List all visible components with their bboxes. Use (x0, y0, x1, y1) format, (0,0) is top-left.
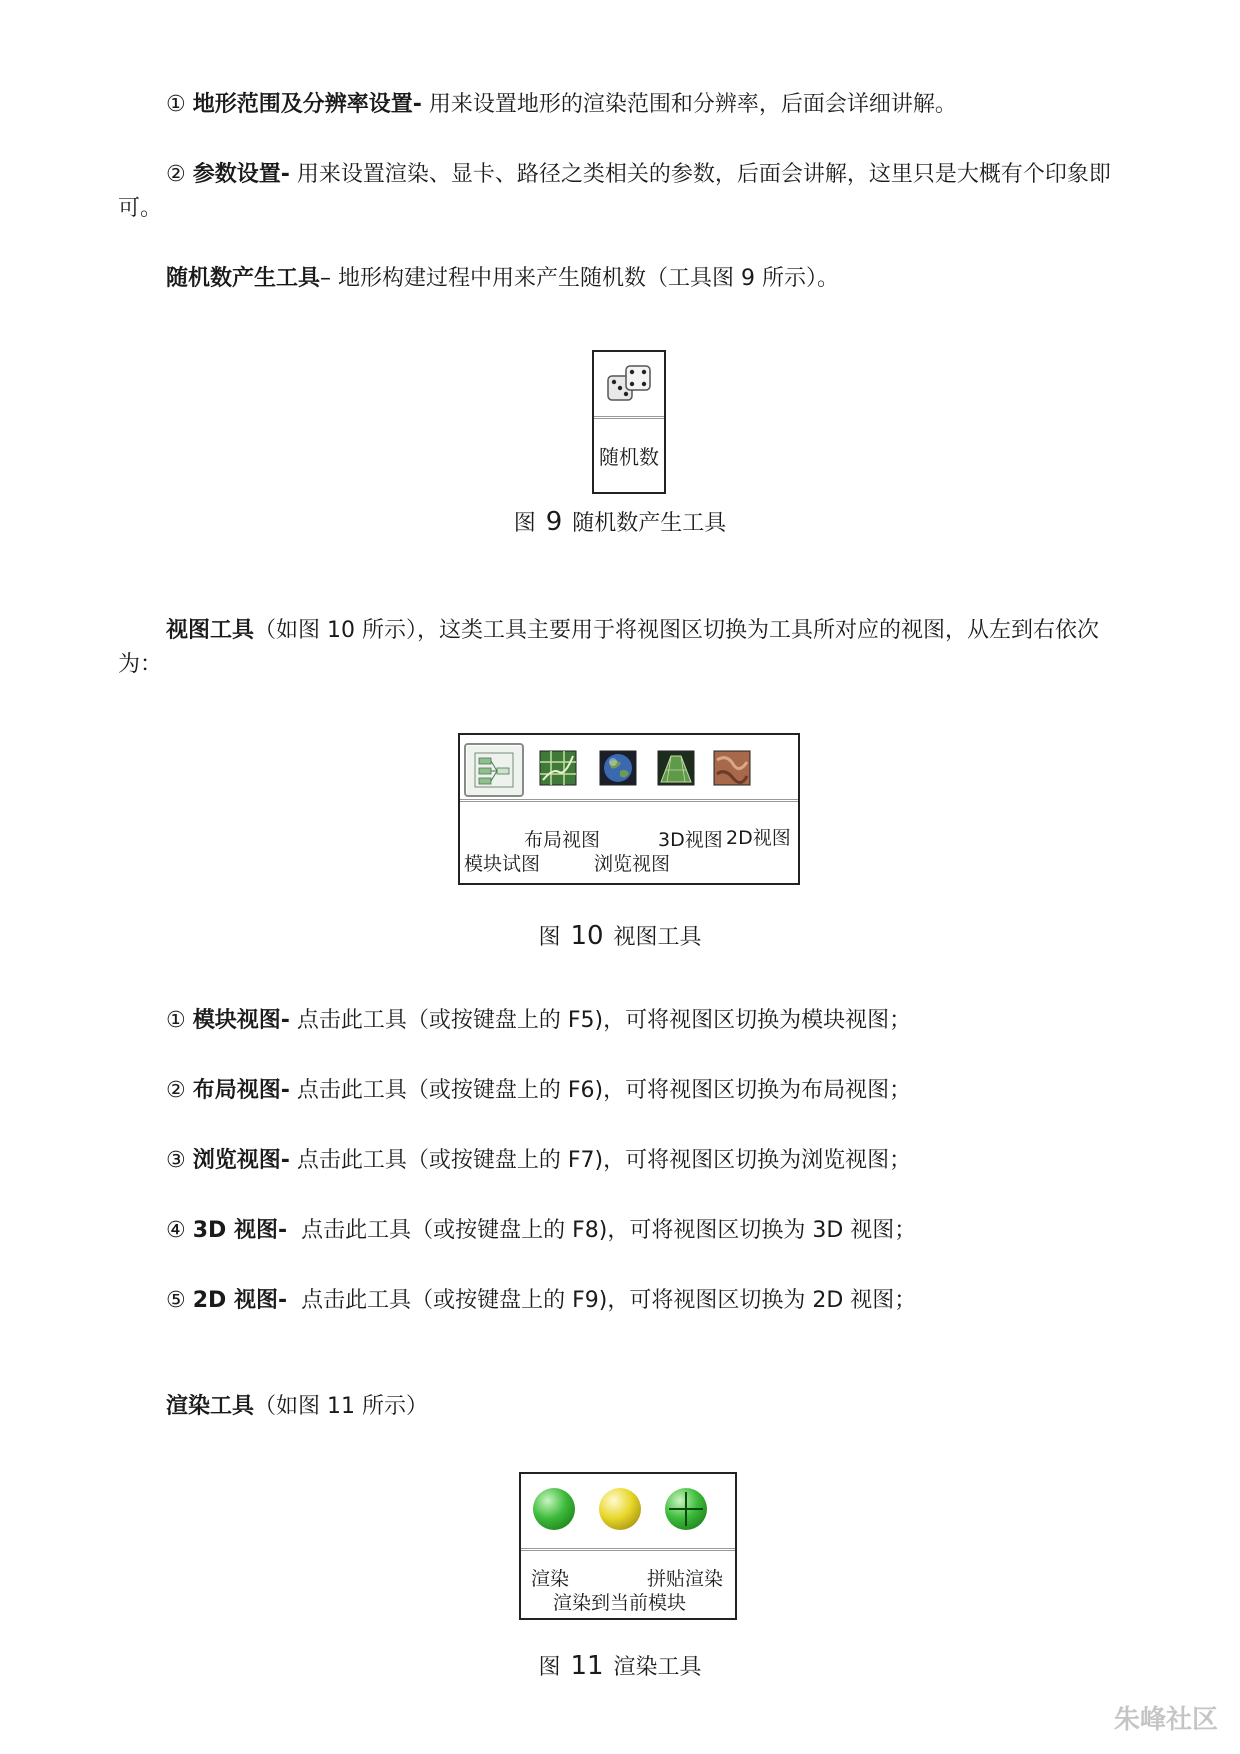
random-tool-label: 随机数 (599, 445, 659, 469)
term-title: 2D 视图- (192, 1288, 288, 1313)
tile-render-icon (665, 1488, 707, 1530)
term-description: （如图 10 所示），这类工具主要用于将视图区切换为工具所对应的视图，从左到右依次为： (118, 618, 1099, 677)
render-icon (533, 1488, 575, 1530)
module-view-label: 模块试图 (464, 853, 541, 875)
browse-view-label: 浏览视图 (594, 853, 671, 875)
2d-view-icon (704, 743, 760, 793)
term-description: 用来设置地形的渲染范围和分辨率，后面会详细讲解。 (421, 92, 957, 117)
2d-view-label: 2D视图 (726, 827, 791, 849)
paragraph-terrain-range (118, 88, 1138, 122)
render-tools-figure (519, 1472, 737, 1620)
layout-view-label: 布局视图 (524, 829, 601, 851)
list-item: ④ 3D 视图- 点击此工具（或按键盘上的 F8)，可将视图区切换为 3D 视图； (166, 1218, 917, 1243)
module-view-icon (464, 743, 524, 797)
list-item: ② 布局视图- 点击此工具（或按键盘上的 F6)，可将视图区切换为布局视图； (166, 1078, 912, 1103)
paragraph-render-tools (118, 1390, 1138, 1424)
figure-10-caption: 图 10 视图工具 (538, 921, 702, 951)
term-description: （如图 11 所示） (254, 1394, 428, 1419)
tile-render-label: 拼贴渲染 (647, 1568, 724, 1590)
term-title: 浏览视图- (192, 1148, 290, 1173)
figure-9-caption: 图 9 随机数产生工具 (513, 507, 727, 537)
term-title: 视图工具 (166, 618, 255, 643)
term-title: 参数设置- (192, 162, 290, 187)
term-title: 3D 视图- (192, 1218, 288, 1243)
term-title: 随机数产生工具 (166, 266, 321, 291)
list-item: ① 模块视图- 点击此工具（或按键盘上的 F5)，可将视图区切换为模块视图； (166, 1008, 912, 1033)
3d-view-label: 3D视图 (658, 829, 723, 851)
term-title: 渲染工具 (166, 1394, 255, 1419)
term-title: 布局视图- (192, 1078, 290, 1103)
term-description: – 地形构建过程中用来产生随机数（工具图 9 所示）。 (320, 266, 839, 291)
render-to-current-module-label: 渲染到当前模块 (553, 1592, 687, 1614)
view-toolbar (460, 735, 798, 802)
list-item: ⑤ 2D 视图- 点击此工具（或按键盘上的 F9)，可将视图区切换为 2D 视图； (166, 1288, 917, 1313)
dice-icon (594, 352, 664, 419)
render-to-current-module-icon (599, 1488, 641, 1530)
render-label: 渲染 (531, 1568, 570, 1590)
view-tools-figure (458, 733, 800, 885)
paragraph-parameter-settings (118, 158, 1138, 226)
3d-view-icon (648, 743, 704, 793)
term-description: 用来设置渲染、显卡、路径之类相关的参数，后面会讲解，这里只是大概有个印象即可。 (118, 162, 1111, 221)
term-title: 地形范围及分辨率设置- (192, 92, 422, 117)
random-number-tool-figure (592, 350, 666, 494)
list-item: ③ 浏览视图- 点击此工具（或按键盘上的 F7)，可将视图区切换为浏览视图； (166, 1148, 912, 1173)
term-title: 模块视图- (192, 1008, 290, 1033)
render-toolbar (521, 1474, 735, 1551)
watermark: 朱峰社区 (1113, 1705, 1218, 1735)
paragraph-random-tool (118, 262, 1138, 296)
list-number: ② (166, 162, 186, 187)
paragraph-view-tools (118, 614, 1138, 682)
layout-view-icon (530, 743, 586, 793)
figure-11-caption: 图 11 渲染工具 (538, 1651, 702, 1681)
browse-view-globe-icon (590, 743, 646, 793)
list-number: ① (166, 92, 186, 117)
